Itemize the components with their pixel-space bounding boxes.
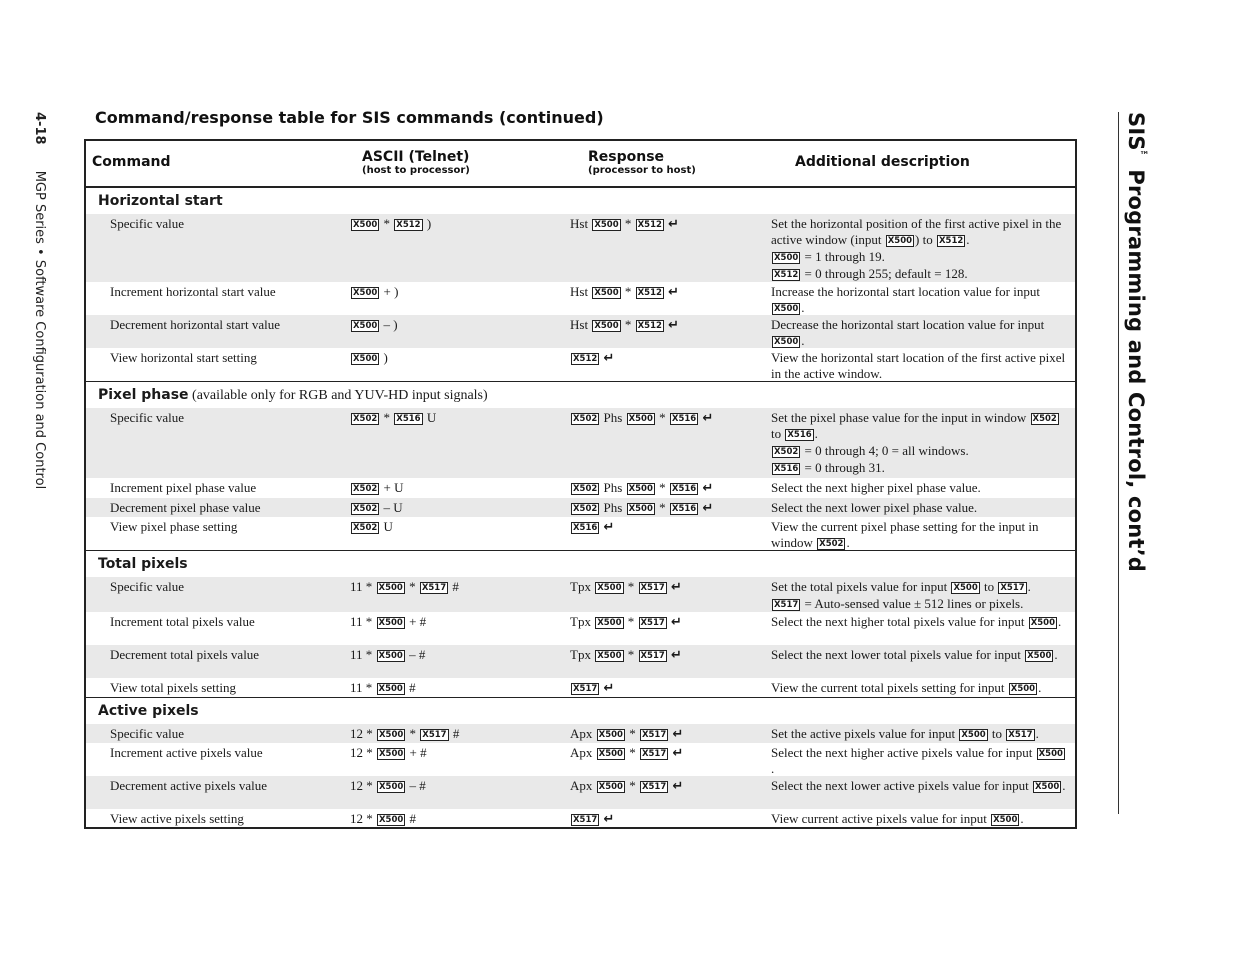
- ascii-cell: X500 ): [353, 350, 388, 365]
- variable-token: X512: [637, 220, 662, 230]
- chapter-title: [1124, 112, 1150, 572]
- table-row: [86, 348, 1075, 381]
- ascii-cell: 11 * X500 – #: [350, 647, 426, 662]
- variable-token: X502: [353, 504, 378, 514]
- command-cell: Specific value: [110, 726, 184, 741]
- command-cell: Increment horizontal start value: [110, 284, 276, 299]
- variable-token: X500: [1038, 749, 1063, 759]
- group-title: Pixel phase: [98, 387, 189, 403]
- enter-icon: ↵: [702, 411, 714, 426]
- variable-token: X500: [353, 354, 378, 364]
- variable-token: X500: [594, 288, 619, 298]
- variable-token: X512: [396, 220, 421, 230]
- command-cell: View active pixels setting: [110, 811, 244, 826]
- enter-icon: ↵: [603, 351, 615, 366]
- description-line: View the current pixel phase setting for the input in window X502 .: [771, 519, 1039, 550]
- table-row: [86, 498, 1075, 517]
- command-cell: View pixel phase setting: [110, 519, 238, 534]
- command-cell: Decrement total pixels value: [110, 647, 260, 662]
- chapter-rule: [1118, 112, 1119, 814]
- ascii-cell: 12 * X500 #: [350, 811, 417, 826]
- description-line: Set the horizontal position of the first active pixel in the active window (input X500 ) to X512 .: [771, 216, 1062, 247]
- table-row: [86, 724, 1075, 743]
- table-row: [86, 315, 1075, 348]
- description-line: View the current total pixels setting for input X500 .: [771, 680, 1042, 695]
- ascii-cell: 12 * X500 + #: [350, 745, 427, 760]
- variable-token: X500: [378, 651, 403, 661]
- command-group: [86, 382, 1075, 551]
- ascii-cell: X500 * X512 ): [353, 216, 432, 231]
- command-cell: Increment active pixels value: [110, 745, 263, 760]
- enter-icon: ↵: [668, 217, 680, 232]
- description-line: X500 = 1 through 19.: [774, 249, 885, 264]
- variable-token: X500: [961, 730, 986, 740]
- group-heading: [86, 188, 1075, 214]
- description-line: X517 = Auto-sensed value ± 512 lines or pixels.: [774, 596, 1024, 611]
- table-row: [86, 408, 1075, 478]
- ascii-cell: X502 – U: [353, 500, 403, 515]
- variable-token: X502: [573, 414, 598, 424]
- response-cell: Apx X500 * X517 ↵: [570, 726, 684, 742]
- description-cell: [771, 498, 1075, 517]
- variable-token: X500: [953, 583, 978, 593]
- header-ascii: [356, 141, 582, 186]
- variable-token: X516: [671, 414, 697, 424]
- table-row: [86, 517, 1075, 550]
- description-cell: [771, 743, 1075, 776]
- enter-icon: ↵: [603, 520, 615, 535]
- description-line: Select the next lower active pixels value for input X500 .: [771, 778, 1066, 793]
- header-ascii-label: ASCII (Telnet): [362, 149, 470, 165]
- enter-icon: ↵: [668, 285, 680, 300]
- variable-token: X502: [1032, 414, 1057, 424]
- variable-token: X502: [819, 539, 844, 549]
- variable-token: X517: [1000, 583, 1025, 593]
- table-row: [86, 645, 1075, 678]
- table-header-row: [86, 141, 1075, 188]
- response-cell: Hst X500 * X512 ↵: [570, 216, 680, 232]
- command-cell: View horizontal start setting: [110, 350, 257, 365]
- enter-icon: ↵: [671, 648, 682, 663]
- variable-token: X517: [573, 684, 598, 694]
- variable-token: X517: [421, 583, 447, 593]
- response-cell: [570, 348, 771, 381]
- variable-token: X500: [378, 618, 403, 628]
- response-cell: Apx X500 * X517 ↵: [570, 778, 684, 794]
- table-row: [86, 612, 1075, 645]
- command-group: [86, 551, 1075, 698]
- variable-token: X516: [774, 464, 799, 474]
- response-cell: [570, 809, 771, 827]
- description-cell: [771, 612, 1075, 645]
- variable-token: X512: [573, 354, 598, 364]
- variable-token: X512: [938, 236, 964, 246]
- ascii-cell: X500 – ): [353, 317, 398, 332]
- description-line: Select the next lower total pixels value for input X500 .: [771, 647, 1058, 662]
- trademark-mark: ™: [1139, 150, 1150, 162]
- description-line: Set the pixel phase value for the input in window X502 to X516 .: [771, 410, 1057, 441]
- ascii-cell: 12 * X500 – #: [350, 778, 426, 793]
- variable-token: X500: [628, 504, 653, 514]
- variable-token: X517: [641, 749, 667, 759]
- description-line: X516 = 0 through 31.: [774, 460, 885, 475]
- command-cell: Decrement horizontal start value: [110, 317, 281, 332]
- description-cell: [771, 678, 1075, 697]
- command-group: [86, 188, 1075, 382]
- group-title: Total pixels: [98, 556, 188, 572]
- table-row: [86, 214, 1075, 282]
- response-cell: Apx X500 * X517 ↵: [570, 745, 684, 761]
- header-command-label: Command: [92, 154, 171, 170]
- description-cell: [771, 577, 1075, 612]
- variable-token: X517: [1008, 730, 1033, 740]
- ascii-cell: X502 * X516 U: [353, 410, 437, 425]
- command-cell: Decrement pixel phase value: [110, 500, 261, 515]
- group-heading: [86, 382, 1075, 408]
- variable-token: X502: [353, 414, 378, 424]
- response-cell: [570, 678, 771, 697]
- description-line: Set the active pixels value for input X500 to X517 .: [771, 726, 1039, 741]
- variable-token: X500: [1035, 782, 1060, 792]
- response-cell: X502 Phs X500 * X516 ↵: [573, 480, 714, 496]
- description-cell: [771, 478, 1075, 498]
- table-body: [86, 188, 1075, 827]
- variable-token: X500: [379, 815, 404, 825]
- variable-token: X517: [573, 815, 598, 825]
- description-cell: [771, 776, 1075, 809]
- table-row: [86, 809, 1075, 827]
- variable-token: X512: [637, 288, 662, 298]
- ascii-cell: 11 * X500 #: [350, 680, 416, 695]
- table-row: [86, 776, 1075, 809]
- variable-token: X516: [787, 430, 812, 440]
- variable-token: X516: [573, 523, 598, 533]
- enter-icon: ↵: [672, 727, 684, 742]
- description-cell: [771, 517, 1075, 550]
- response-cell: Tpx X500 * X517 ↵: [570, 647, 682, 663]
- enter-icon: ↵: [671, 615, 682, 630]
- variable-token: X500: [379, 749, 404, 759]
- variable-token: X500: [594, 321, 619, 331]
- command-cell: Specific value: [110, 579, 184, 594]
- enter-icon: ↵: [672, 779, 684, 794]
- description-line: Decrease the horizontal start location value for input X500 .: [771, 317, 1045, 348]
- variable-token: X500: [379, 782, 404, 792]
- page-number: 4-18: [32, 112, 47, 145]
- header-description: [789, 141, 1075, 186]
- ascii-cell: X500 + ): [353, 284, 399, 299]
- description-cell: [771, 214, 1075, 282]
- enter-icon: ↵: [671, 580, 682, 595]
- group-note: (available only for RGB and YUV-HD input signals): [188, 388, 488, 403]
- variable-token: X500: [993, 815, 1018, 825]
- variable-token: X512: [637, 321, 662, 331]
- ascii-cell: 11 * X500 + #: [350, 614, 427, 629]
- variable-token: X500: [597, 583, 622, 593]
- sis-command-table: [84, 139, 1077, 829]
- response-cell: Hst X500 * X512 ↵: [570, 284, 680, 300]
- response-cell: X502 Phs X500 * X516 ↵: [573, 410, 714, 426]
- variable-token: X516: [671, 504, 697, 514]
- variable-token: X500: [378, 684, 403, 694]
- ascii-cell: 11 * X500 * X517 #: [350, 579, 459, 594]
- variable-token: X517: [641, 782, 667, 792]
- variable-token: X500: [598, 749, 623, 759]
- variable-token: X500: [1010, 684, 1036, 694]
- description-line: Increase the horizontal start location value for input X500 .: [771, 284, 1040, 315]
- header-response-sub: (processor to host): [588, 165, 696, 176]
- variable-token: X500: [1030, 618, 1055, 628]
- description-line: Set the total pixels value for input X500 to X517 .: [771, 579, 1031, 594]
- variable-token: X502: [573, 504, 598, 514]
- enter-icon: ↵: [702, 501, 714, 516]
- running-header: MGP Series • Software Configuration and Control: [32, 170, 47, 490]
- variable-token: X500: [597, 618, 622, 628]
- command-cell: Specific value: [110, 216, 184, 231]
- description-line: Select the next higher active pixels value for input X500.: [771, 745, 1063, 776]
- command-cell: Increment total pixels value: [110, 614, 255, 629]
- variable-token: X502: [774, 447, 799, 457]
- variable-token: X517: [422, 730, 447, 740]
- description-line: View the horizontal start location of the first active pixel in the active window.: [771, 350, 1066, 381]
- variable-token: X500: [1027, 651, 1052, 661]
- variable-token: X502: [353, 523, 378, 533]
- chapter-title-prefix: SIS: [1124, 112, 1148, 151]
- description-line: Select the next higher total pixels value for input X500 .: [771, 614, 1062, 629]
- response-cell: Hst X500 * X512 ↵: [570, 317, 680, 333]
- group-heading: [86, 698, 1075, 724]
- table-row: [86, 282, 1075, 315]
- variable-token: X502: [353, 484, 378, 494]
- variable-token: X500: [628, 414, 653, 424]
- variable-token: X516: [396, 414, 421, 424]
- variable-token: X500: [887, 236, 913, 246]
- description-cell: [771, 282, 1075, 315]
- description-cell: [771, 408, 1075, 478]
- variable-token: X500: [353, 321, 378, 331]
- variable-token: X500: [774, 337, 799, 347]
- variable-token: X500: [774, 304, 799, 314]
- description-line: Select the next higher pixel phase value.: [771, 480, 981, 495]
- table-row: [86, 743, 1075, 776]
- variable-token: X512: [774, 270, 799, 280]
- variable-token: X516: [671, 484, 697, 494]
- ascii-cell: 12 * X500 * X517 #: [350, 726, 460, 741]
- description-line: X512 = 0 through 255; default = 128.: [774, 266, 968, 281]
- response-cell: X502 Phs X500 * X516 ↵: [573, 500, 714, 516]
- header-command: [86, 141, 356, 186]
- header-ascii-sub: (host to processor): [362, 165, 470, 176]
- variable-token: X500: [628, 484, 653, 494]
- command-cell: Increment pixel phase value: [110, 480, 257, 495]
- variable-token: X500: [379, 730, 404, 740]
- command-cell: Decrement active pixels value: [110, 778, 268, 793]
- table-row: [86, 577, 1075, 612]
- chapter-title-rest: Programming and Control, cont’d: [1124, 161, 1148, 573]
- variable-token: X517: [774, 600, 799, 610]
- left-margin-running-head: [32, 112, 47, 489]
- enter-icon: ↵: [672, 746, 684, 761]
- variable-token: X517: [640, 618, 665, 628]
- table-row: [86, 478, 1075, 498]
- variable-token: X500: [598, 782, 623, 792]
- enter-icon: ↵: [668, 318, 680, 333]
- group-heading: [86, 551, 1075, 577]
- description-cell: [771, 724, 1075, 743]
- variable-token: X502: [573, 484, 598, 494]
- enter-icon: ↵: [603, 812, 615, 827]
- variable-token: X500: [597, 651, 622, 661]
- variable-token: X500: [774, 253, 799, 263]
- variable-token: X500: [378, 583, 403, 593]
- enter-icon: ↵: [702, 481, 714, 496]
- header-response-label: Response: [588, 149, 665, 165]
- ascii-cell: X502 + U: [353, 480, 404, 495]
- command-group: [86, 698, 1075, 827]
- description-cell: [771, 809, 1075, 827]
- description-cell: [771, 645, 1075, 678]
- group-title: Active pixels: [98, 703, 199, 719]
- description-cell: [771, 348, 1075, 381]
- response-cell: Tpx X500 * X517 ↵: [570, 579, 682, 595]
- response-cell: [570, 517, 771, 550]
- section-heading: Command/response table for SIS commands (continued): [95, 108, 604, 127]
- group-title: Horizontal start: [98, 193, 223, 209]
- header-description-label: Additional description: [795, 154, 970, 170]
- variable-token: X517: [640, 583, 665, 593]
- variable-token: X500: [353, 288, 378, 298]
- variable-token: X500: [594, 220, 619, 230]
- variable-token: X517: [640, 651, 665, 661]
- description-line: Select the next lower pixel phase value.: [771, 500, 978, 515]
- table-row: [86, 678, 1075, 697]
- header-response: [582, 141, 789, 186]
- description-cell: [771, 315, 1075, 348]
- ascii-cell: X502 U: [353, 519, 393, 534]
- description-line: X502 = 0 through 4; 0 = all windows.: [774, 443, 969, 458]
- response-cell: Tpx X500 * X517 ↵: [570, 614, 682, 630]
- command-cell: View total pixels setting: [110, 680, 236, 695]
- command-cell: Specific value: [110, 410, 184, 425]
- enter-icon: ↵: [603, 681, 615, 696]
- variable-token: X517: [641, 730, 667, 740]
- variable-token: X500: [353, 220, 378, 230]
- description-line: View current active pixels value for input X500 .: [771, 811, 1024, 826]
- variable-token: X500: [598, 730, 623, 740]
